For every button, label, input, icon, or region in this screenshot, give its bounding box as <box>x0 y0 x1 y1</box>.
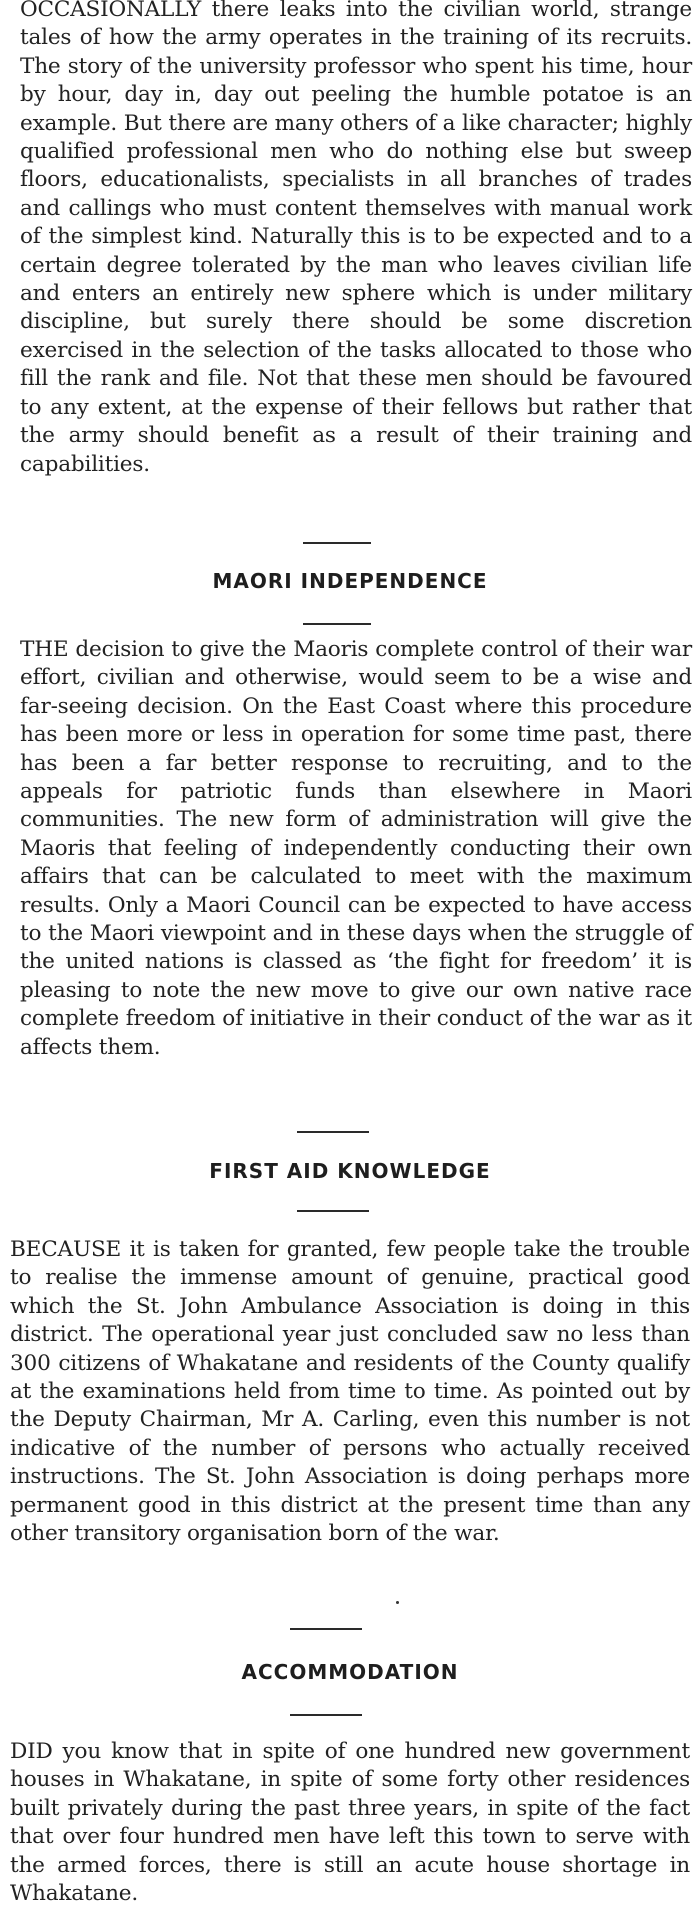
section-divider <box>303 623 371 625</box>
article-maori-independence-body: THE decision to give the Maoris complete control of their war effort, civilian and otherwise, would seem to be a wise and far-seeing decision. On the East Coast where this procedure has been more or less in operation for some time past, there has been a far better response to recruiting, and to the appeals for patriotic funds than elsewhere in Maori communities. The new form of administration will give the Maoris that feeling of independently conducting their own affairs that can be calculated to meet with the maximum results. Only a Maori Council can be expected to have access to the Maori viewpoint and in these days when the struggle of the united nations is classed as ‘the fight for freedom’ it is pleasing to note the new move to give our own native race complete freedom of initiative in their conduct of the war as it affects them. <box>20 637 692 1060</box>
section-divider <box>297 1210 369 1212</box>
section-divider <box>297 1131 369 1133</box>
article-first-aid-body: BECAUSE it is taken for granted, few people take the trouble to realise the immense amount of genuine, practical good which the St. John Ambulance Association is doing in this district. The operational year just concluded saw no less than 300 citizens of Whakatane and residents of the County qualify at the examinations held from time to time. As pointed out by the Deputy Chairman, Mr A. Carling, even this number is not indicative of the number of persons who actually received instructions. The St. John Association is doing perhaps more permanent good in this district at the present time than any other transitory organisation born of the war. <box>10 1237 690 1547</box>
section-divider <box>303 542 371 544</box>
print-speck <box>396 1601 399 1604</box>
heading-maori-independence: MAORI INDEPENDENCE <box>212 569 488 593</box>
heading-first-aid-knowledge: FIRST AID KNOWLEDGE <box>209 1159 491 1183</box>
section-divider <box>290 1714 362 1716</box>
heading-accommodation: ACCOMMODATION <box>241 1660 459 1684</box>
article-accommodation-body: DID you know that in spite of one hundred new government houses in Whakatane, in spite of some forty other residences built privately during the past three years, in spite of the fact that over four hundred men have left this town to serve with the armed forces, there is still an acute house shortage in Whakatane. <box>10 1739 690 1907</box>
section-divider <box>290 1628 362 1630</box>
article-recruit-training-body: OCCASIONALLY there leaks into the civilian world, strange tales of how the army operates in the training of its recruits. The story of the university professor who spent his time, hour by hour, day in, day out peeling the humble potatoe is an example. But there are many others of a like character; highly qualified professional men who do nothing else but sweep floors, educationalists, specialists in all branches of trades and callings who must content themselves with manual work of the simplest kind. Naturally this is to be expected and to a certain degree tolerated by the man who leaves civilian life and enters an entirely new sphere which is under military discipline, but surely there should be some discretion exercised in the selection of the tasks allocated to those who fill the rank and file. Not that these men should be favoured to any extent, at the expense of their fellows but rather that the army should benefit as a result of their training and capabilities. <box>20 0 692 477</box>
